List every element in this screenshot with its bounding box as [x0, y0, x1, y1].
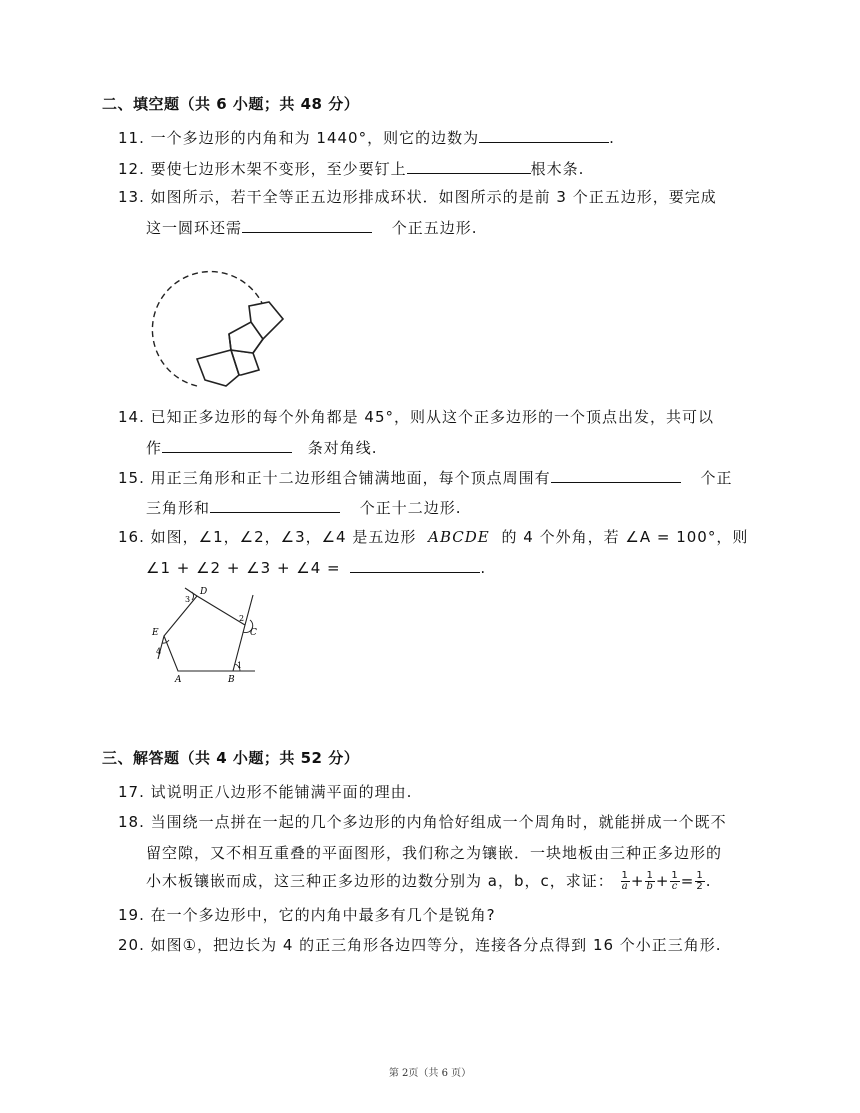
pentagon-exterior-angles-figure: [145, 583, 265, 685]
question-18-line3: 小木板镶嵌而成，这三种正多边形的边数分别为 a，b，c，求证： $\frac{1}{a}$ + $\frac{1}{b}$ + $\frac{1}{c}$ = $\frac{1}{2}$ .: [146, 870, 712, 892]
question-12: [118, 157, 584, 179]
question-text: 个正五边形.: [391, 219, 478, 237]
question-number: 18.: [118, 813, 145, 831]
question-text: 如图①，把边长为 4 的正三角形各边四等分，连接各分点得到 16 个小正三角形.: [150, 936, 722, 954]
question-end: .: [609, 129, 615, 147]
question-number: 15.: [118, 469, 145, 487]
question-15-line2: [146, 496, 462, 518]
question-number: 12.: [118, 160, 145, 178]
answer-blank: [210, 496, 340, 513]
question-13-line1: [118, 186, 717, 207]
section-fill-title: 二、填空题（共 6 小题；共 48 分）: [102, 95, 360, 113]
angle-label-1: 1: [237, 661, 243, 670]
question-number: 17.: [118, 783, 145, 801]
question-text: 一个多边形的内角和为 1440°，则它的边数为: [150, 129, 480, 147]
question-number: 11.: [118, 129, 145, 147]
angle-label-4: 4: [156, 647, 162, 656]
question-text: 试说明正八边形不能铺满平面的理由.: [150, 783, 413, 801]
question-20: [118, 934, 722, 955]
answer-blank: [242, 216, 372, 233]
question-16-line1: [118, 526, 748, 547]
angle-label-2: 2: [239, 614, 245, 623]
question-text: 个正: [700, 469, 733, 487]
question-text: ∠1 + ∠2 + ∠3 + ∠4 =: [146, 559, 341, 577]
question-17: [118, 781, 412, 802]
question-text: 个正十二边形.: [359, 499, 462, 517]
question-text: 用正三角形和正十二边形组合铺满地面，每个顶点周围有: [150, 469, 551, 487]
vertex-label-a: A: [175, 675, 182, 685]
question-13-line2: [146, 216, 478, 238]
question-18-line1: [118, 811, 727, 832]
answer-blank: [479, 126, 609, 143]
angle-label-3: 3: [185, 595, 191, 604]
question-19: [118, 904, 496, 925]
answer-blank: [407, 157, 531, 174]
question-16-line2: [146, 556, 486, 577]
answer-blank: [162, 436, 292, 453]
question-end: .: [480, 559, 487, 577]
section-answer-title: 三、解答题（共 4 小题；共 52 分）: [102, 749, 360, 767]
question-text: 作: [146, 439, 163, 457]
question-14-line1: [118, 406, 714, 427]
question-number: 19.: [118, 906, 145, 924]
vertex-label-e: E: [152, 628, 159, 638]
fraction-1-over-2: $\frac{1}{2}$: [696, 870, 704, 892]
question-text: 三角形和: [146, 499, 211, 517]
question-text: 要使七边形木架不变形，至少要钉上: [150, 160, 407, 178]
question-text: 的 4 个外角，若 ∠A = 100°，则: [501, 528, 749, 546]
question-15-line1: [118, 466, 732, 488]
question-text: 在一个多边形中，它的内角中最多有几个是锐角?: [150, 906, 496, 924]
question-text: 如图，∠1，∠2，∠3，∠4 是五边形: [150, 528, 417, 546]
question-18-line2: 留空隙，又不相互重叠的平面图形，我们称之为镶嵌．一块地板由三种正多边形的: [146, 844, 723, 862]
question-text: 条对角线.: [307, 439, 378, 457]
question-text: 已知正多边形的每个外角都是 45°，则从这个正多边形的一个顶点出发，共可以: [150, 408, 714, 426]
question-number: 14.: [118, 408, 145, 426]
question-11: [118, 126, 615, 148]
question-number: 20.: [118, 936, 145, 954]
question-text: 如图所示，若干全等正五边形排成环状．如图所示的是前 3 个正五边形，要完成: [150, 188, 717, 206]
vertex-label-d: D: [200, 587, 208, 597]
pentagon-ring-figure: [145, 243, 290, 393]
question-14-line2: [146, 436, 378, 458]
fraction-1-over-a: $\frac{1}{a}$: [621, 870, 629, 892]
question-end: 根木条.: [530, 160, 585, 178]
question-number: 16.: [118, 528, 145, 546]
vertex-label-b: B: [228, 675, 235, 685]
question-text: 这一圆环还需: [146, 219, 243, 237]
vertex-label-c: C: [250, 628, 257, 638]
answer-blank: [551, 466, 681, 483]
question-text: 小木板镶嵌而成，这三种正多边形的边数分别为 a，b，c，求证：: [146, 872, 614, 890]
question-number: 13.: [118, 188, 145, 206]
pentagon-name: ABCDE: [428, 528, 490, 546]
fraction-1-over-b: $\frac{1}{b}$: [646, 870, 654, 892]
fraction-1-over-c: $\frac{1}{c}$: [671, 870, 679, 892]
answer-blank: [350, 556, 480, 573]
question-text: 当围绕一点拼在一起的几个多边形的内角恰好组成一个周角时，就能拼成一个既不: [150, 813, 727, 831]
page-footer: 第 2页（共 6 页）: [388, 1068, 472, 1079]
